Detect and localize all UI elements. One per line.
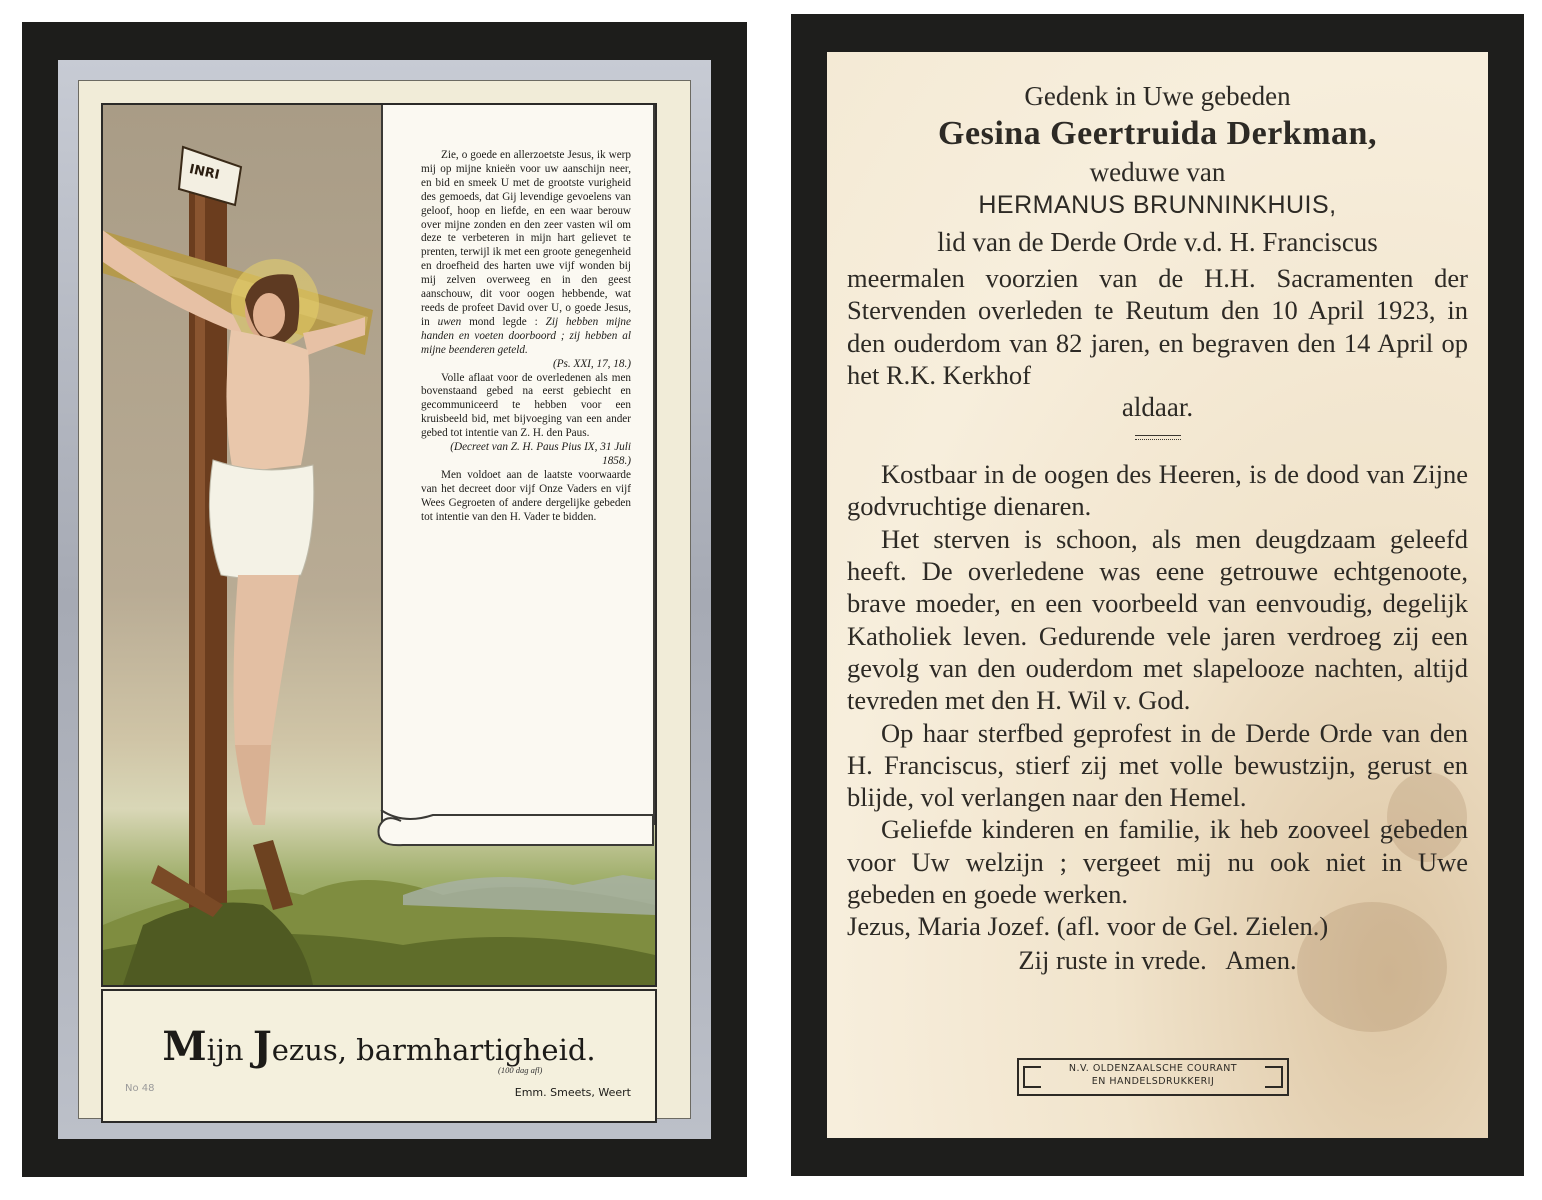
intro-line: Gedenk in Uwe gebeden bbox=[1024, 81, 1291, 111]
details-text: meermalen voorzien van de H.H. Sacramenten der Stervenden overleden te Reutum den 10 April 1923, in den ouderdom van 82 jaren, en begraven den 14 April op het R.K. Kerkhof bbox=[847, 263, 1468, 390]
paragraph-5: Jezus, Maria Jozef. (afl. voor de Gel. Zielen.) bbox=[847, 911, 1329, 942]
paragraph-1: Kostbaar in de oogen des Heeren, is de dood van Zijne godvruchtige dienaren. bbox=[847, 459, 1468, 522]
widow-line: weduwe van bbox=[1089, 157, 1226, 187]
condition-text: Men voldoet aan de laatste voorwaarde van het decreet door vijf Onze Vaders en vijf Wees Gegroeten of andere dergelijke gebeden tot intentie van den H. Vader te bidden. bbox=[421, 468, 631, 523]
card-panel bbox=[78, 80, 691, 1119]
caption-part-2: ezus, barmhartigheid. bbox=[271, 1033, 596, 1067]
prayer-scroll bbox=[381, 105, 655, 825]
closing-line: Zij ruste in vrede. Amen. bbox=[1018, 944, 1297, 975]
prayer-quote: Zij hebben mijne handen en voeten doorboord ; zij hebben al mijne beenderen geteld. bbox=[421, 315, 631, 356]
prayer-card-back bbox=[791, 14, 1524, 1176]
imprint-ornament-right bbox=[1265, 1066, 1283, 1088]
caption-initial-j: J bbox=[252, 1023, 272, 1070]
printer-name: Emm. Smeets, Weert bbox=[514, 1086, 631, 1099]
printer-imprint bbox=[1017, 1058, 1289, 1096]
paragraph-4: Geliefde kinderen en familie, ik heb zooveel gebeden voor Uw welzijn ; vergeet mij nu ook niet in Uwe gebeden en goede werken. bbox=[847, 814, 1468, 910]
prayer-body-2: mond legde : bbox=[469, 315, 538, 328]
details-block bbox=[847, 262, 1468, 391]
text-panel bbox=[827, 52, 1488, 1138]
crucifix-illustration bbox=[101, 103, 657, 987]
paragraph-2: Het sterven is schoon, als men deugdzaam geleefd heeft. De overledene was eene getrouwe echtgenoote, brave moeder, en een voorbeeld van eenvoudig, degelijk Katholiek leven. Gedurende vele jaren verdroeg zij een gevolg van den ouderdom met slapelooze nachten, altijd tevreden met den H. Wil v. God. bbox=[847, 523, 1468, 716]
caption-part-1: ijn bbox=[206, 1033, 253, 1067]
card-number: No 48 bbox=[125, 1083, 155, 1094]
deceased-name: Gesina Geertruida Derkman, bbox=[938, 115, 1377, 152]
inri-label: INRI bbox=[187, 161, 221, 184]
indulgence-text: Volle aflaat voor de overledenen als men bovenstaand gebed na eerst gebiecht en gecommuniceerd te hebben voor een kruisbeeld bid, met bijvoeging van een ander gebed tot intentie van Z. H. den Paus. bbox=[421, 371, 631, 440]
prayer-card-front bbox=[22, 22, 747, 1177]
husband-name: HERMANUS BRUNNINKHUIS, bbox=[978, 191, 1337, 219]
indulgence-note: (100 dag afl) bbox=[498, 1065, 543, 1075]
imprint-line-1: N.V. OLDENZAALSCHE COURANT bbox=[1068, 1063, 1238, 1074]
caption-text bbox=[103, 1023, 655, 1070]
silver-frame bbox=[58, 60, 711, 1139]
order-line: lid van de Derde Orde v.d. H. Franciscus bbox=[937, 227, 1378, 257]
imprint-text bbox=[1049, 1062, 1257, 1088]
psalm-reference: (Ps. XXI, 17, 18.) bbox=[553, 357, 631, 370]
caption-panel bbox=[101, 989, 657, 1123]
caption-initial-m: M bbox=[162, 1023, 207, 1070]
memorial-text bbox=[847, 80, 1468, 977]
details-end: aldaar. bbox=[1121, 392, 1194, 423]
body-text bbox=[847, 458, 1468, 942]
prayer-italic-1: uwen bbox=[437, 315, 462, 328]
paragraph-3: Op haar sterfbed geprofest in de Derde Orde van den H. Franciscus, stierf zij met volle bewustzijn, gerust en blijde, vol verlangen naar den Hemel. bbox=[847, 717, 1468, 813]
imprint-line-2: EN HANDELSDRUKKERIJ bbox=[1091, 1076, 1215, 1087]
decree-reference: (Decreet van Z. H. Paus Pius IX, 31 Juli 1858.) bbox=[450, 441, 631, 467]
prayer-text bbox=[421, 149, 631, 524]
divider bbox=[1135, 435, 1181, 440]
prayer-body: Zie, o goede en allerzoetste Jesus, ik werp mij op mijne knieën voor uw aanschijn neer, en bid en smeek U met de grootste vurigheid des gemoeds, dat Gij levendige gevoelens van geloof, hoop en liefde, en een waar berouw over mijne zonden en den zeer vasten wil om deze te verbeteren in mijn hart gelievet te prenten, terwijl ik met een groote genegenheid en droefheid des harten uwe vijf wonden bij mij zelven overweeg en in den geest aanschouw, dit voor oogen hebbende, wat reeds de profeet David over U, o goede Jesus, in bbox=[421, 149, 631, 328]
imprint-ornament-left bbox=[1023, 1066, 1041, 1088]
